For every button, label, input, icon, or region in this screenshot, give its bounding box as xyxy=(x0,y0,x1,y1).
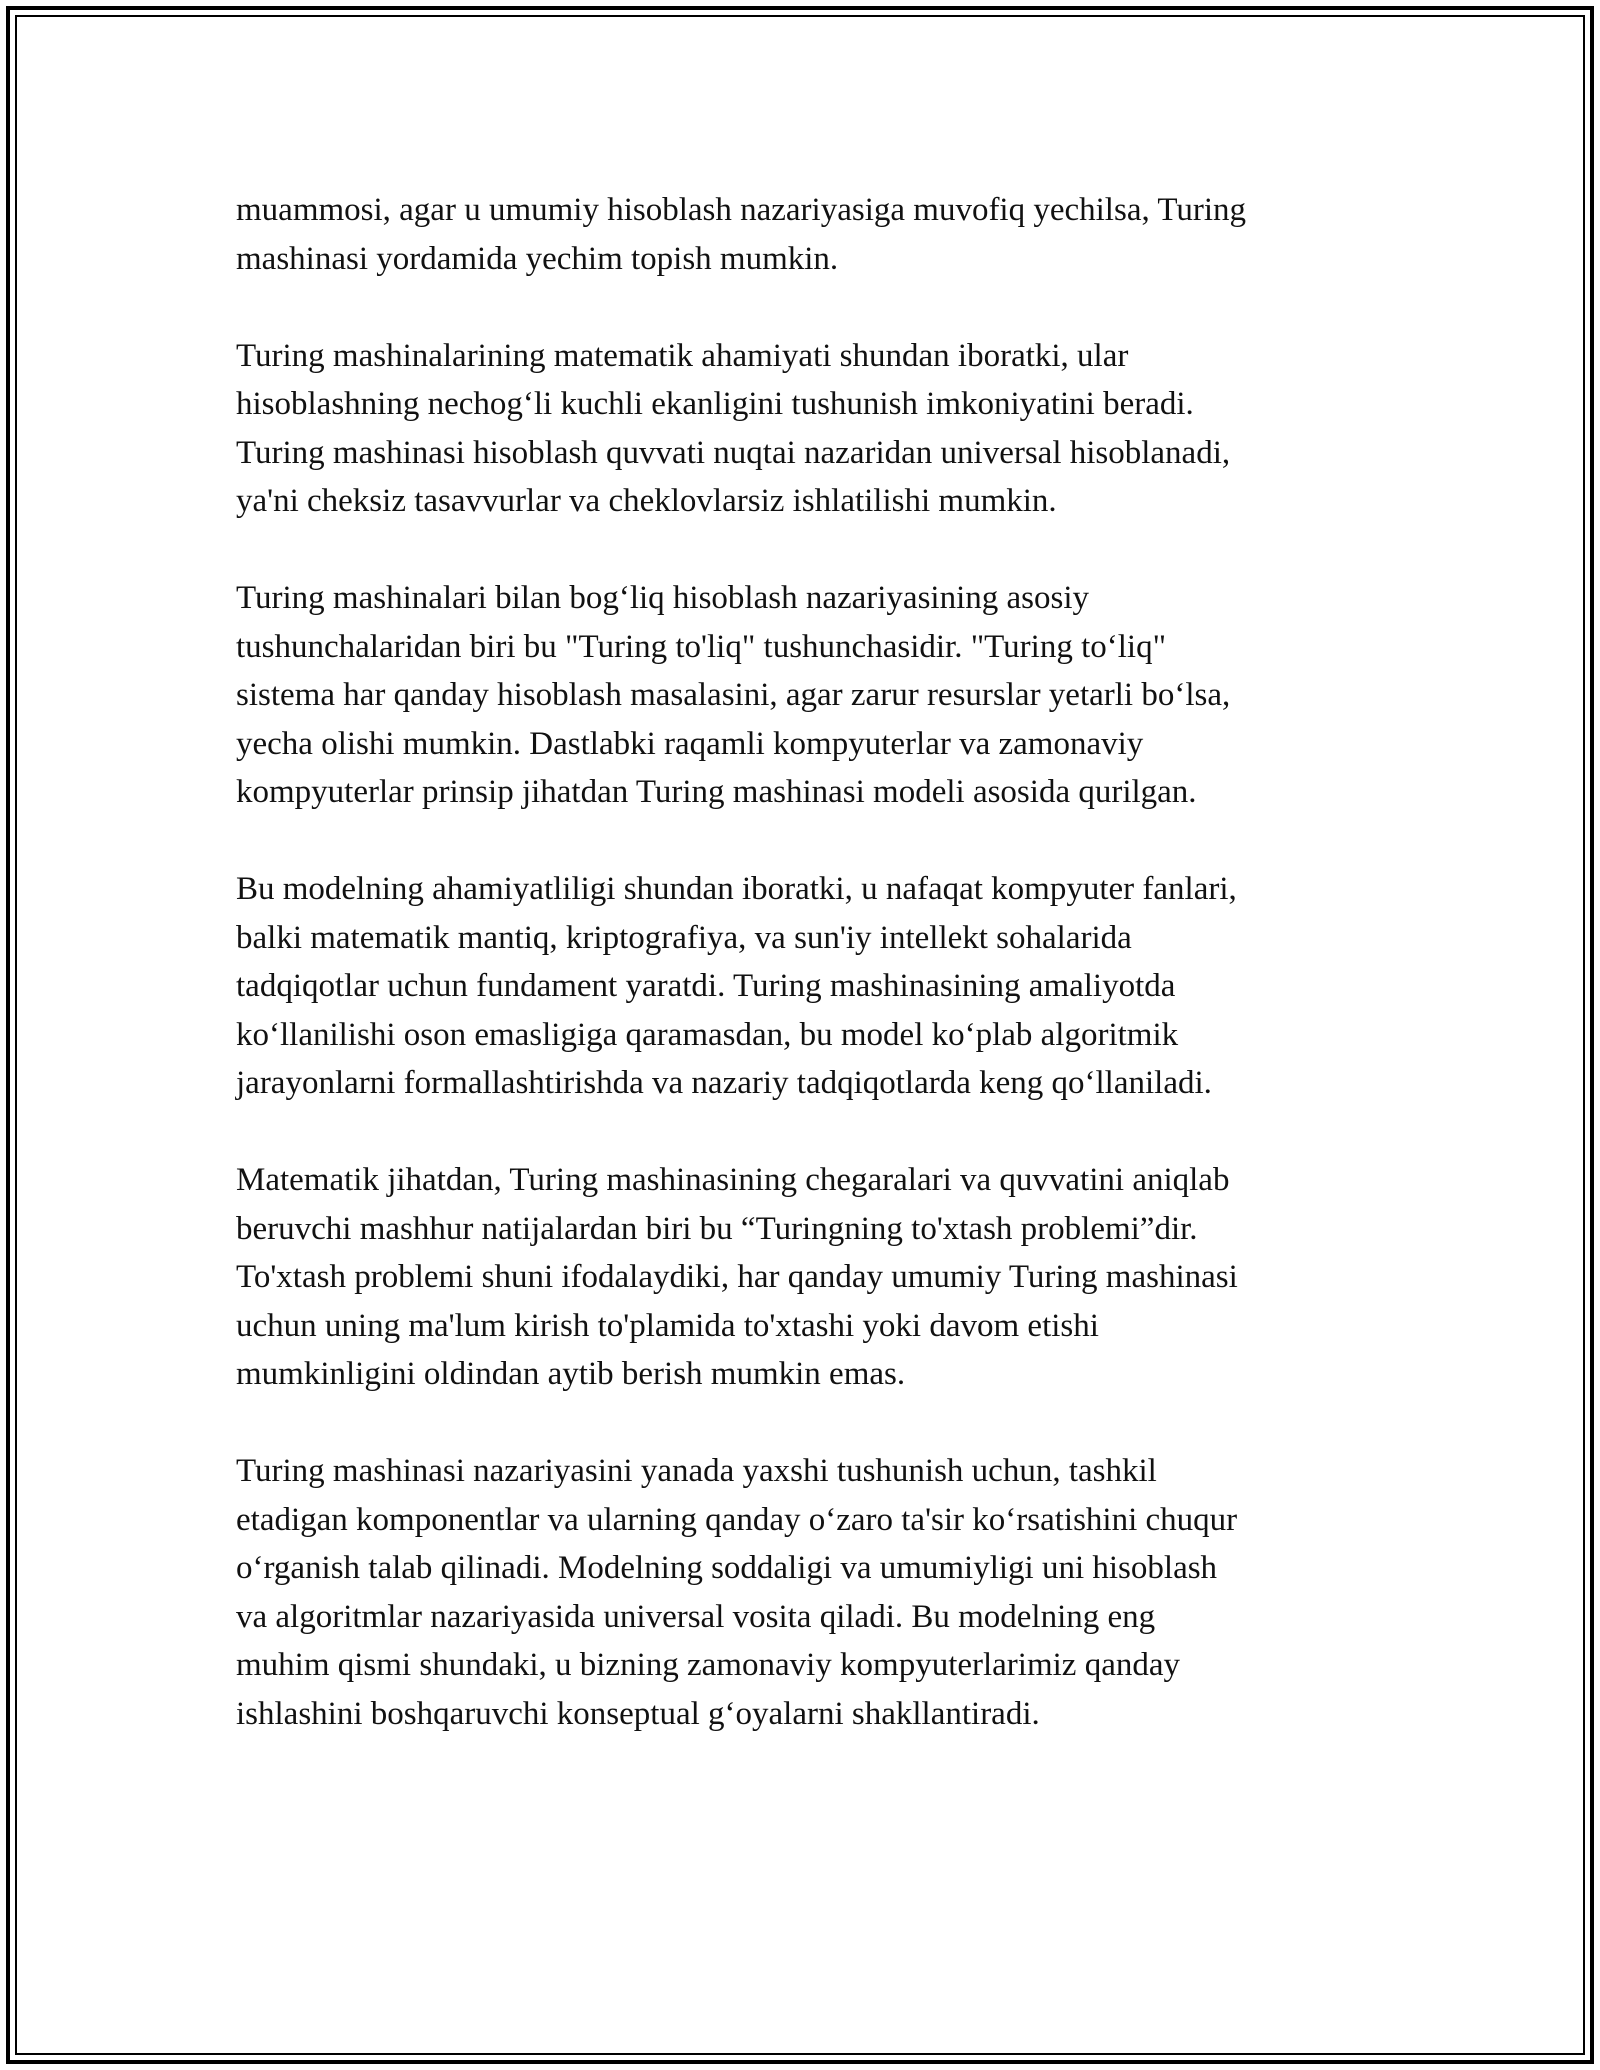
text-line: kompyuterlar prinsip jihatdan Turing mashinasi modeli asosida qurilgan. xyxy=(236,774,1197,810)
text-line: mumkinligini oldindan aytib berish mumkin emas. xyxy=(236,1356,906,1392)
text-line: balki matematik mantiq, kriptografiya, va sun'iy intellekt sohalarida xyxy=(236,919,1132,956)
text-line: sistema har qanday hisoblash masalasini, agar zarur resurslar yetarli bo‘lsa, xyxy=(236,677,1231,713)
text-line: yecha olishi mumkin. Dastlabki raqamli kompyuterlar va zamonaviy xyxy=(236,725,1144,762)
text-line: Turing mashinalarining matematik ahamiyati shundan iboratki, ular xyxy=(236,337,1129,374)
text-line: beruvchi mashhur natijalardan biri bu “Turingning to'xtash problemi”dir. xyxy=(236,1210,1198,1247)
paragraph-3 xyxy=(236,574,1386,817)
text-line: ishlashini boshqaruvchi konseptual g‘oyalarni shakllantiradi. xyxy=(236,1695,1040,1732)
text-line: jarayonlarni formallashtirishda va nazariy tadqiqotlarda keng qo‘llaniladi. xyxy=(236,1065,1212,1101)
text-line: muhim qismi shundaki, u bizning zamonaviy kompyuterlarimiz qanday xyxy=(236,1647,1180,1683)
paragraph-1 xyxy=(236,186,1386,283)
text-line: ko‘llanilishi oson emasligiga qaramasdan, bu model ko‘plab algoritmik xyxy=(236,1016,1179,1053)
paragraph-4 xyxy=(236,865,1386,1108)
document-body xyxy=(236,186,1386,1787)
text-line: va algoritmlar nazariyasida universal vosita qiladi. Bu modelning eng xyxy=(236,1598,1156,1635)
text-line: To'xtash problemi shuni ifodalaydiki, har qanday umumiy Turing mashinasi xyxy=(236,1259,1238,1295)
paragraph-5 xyxy=(236,1156,1386,1399)
text-line: ya'ni cheksiz tasavvurlar va cheklovlarsiz ishlatilishi mumkin. xyxy=(236,483,1057,519)
text-line: mashinasi yordamida yechim topish mumkin. xyxy=(236,240,839,277)
text-line: Matematik jihatdan, Turing mashinasining chegaralari va quvvatini aniqlab xyxy=(236,1162,1230,1198)
text-line: Turing mashinalari bilan bog‘liq hisoblash nazariyasining asosiy xyxy=(236,580,1090,616)
text-line: Turing mashinasi nazariyasini yanada yaxshi tushunish uchun, tashkil xyxy=(236,1453,1157,1489)
text-line: uchun uning ma'lum kirish to'plamida to'xtashi yoki davom etishi xyxy=(236,1307,1099,1344)
text-line: tushunchalaridan biri bu "Turing to'liq" tushunchasidir. "Turing to‘liq" xyxy=(236,628,1167,665)
paragraph-6 xyxy=(236,1447,1386,1738)
text-line: etadigan komponentlar va ularning qanday o‘zaro ta'sir ko‘rsatishini chuqur xyxy=(236,1501,1238,1538)
text-line: Bu modelning ahamiyatliligi shundan iboratki, u nafaqat kompyuter fanlari, xyxy=(236,871,1237,907)
text-line: Turing mashinasi hisoblash quvvati nuqtai nazaridan universal hisoblanadi, xyxy=(236,434,1231,471)
paragraph-2 xyxy=(236,332,1386,526)
text-line: tadqiqotlar uchun fundament yaratdi. Turing mashinasining amaliyotda xyxy=(236,968,1176,1004)
text-line: muammosi, agar u umumiy hisoblash nazariyasiga muvofiq yechilsa, Turing xyxy=(236,192,1247,228)
text-line: hisoblashning nechog‘li kuchli ekanligini tushunish imkoniyatini beradi. xyxy=(236,386,1194,422)
text-line: o‘rganish talab qilinadi. Modelning soddaligi va umumiyligi uni hisoblash xyxy=(236,1550,1218,1586)
